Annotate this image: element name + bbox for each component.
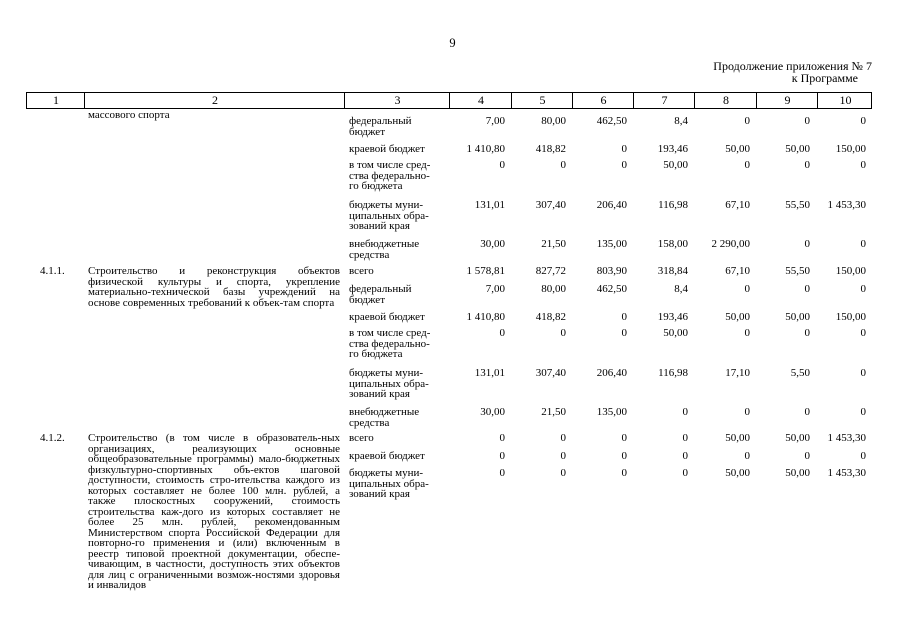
value-cell-col-9: 0 [804,238,810,250]
value-cell-col-4: 1 410,80 [466,311,505,323]
value-cell-col-9: 0 [804,115,810,127]
header-cell-6: 6 [600,93,607,107]
value-cell-col-5: 418,82 [535,143,566,155]
value-cell-col-7: 50,00 [663,159,688,171]
continuation-line-2: к Программе [791,71,858,85]
value-cell-col-9: 0 [804,450,810,462]
value-cell-col-5: 0 [560,327,566,339]
source-cell: в том числе сред-ства федерально-го бюджета [349,327,431,360]
value-cell-col-5: 80,00 [541,283,566,295]
source-cell: краевой бюджет [349,143,425,155]
header-cell-8: 8 [723,93,729,107]
page-number: 9 [449,36,456,50]
value-cell-col-9: 0 [804,406,810,418]
header-cell-10: 10 [839,93,852,107]
value-cell-col-10: 0 [860,283,866,295]
value-cell-col-7: 193,46 [657,143,688,155]
source-cell: федеральный бюджет [349,283,412,306]
header-cell-3: 3 [394,93,401,107]
value-cell-col-6: 206,40 [596,199,627,211]
value-cell-col-5: 21,50 [541,238,566,250]
value-cell-col-6: 462,50 [596,115,627,127]
value-cell-col-7: 193,46 [657,311,688,323]
value-cell-col-10: 150,00 [835,265,866,277]
value-cell-col-9: 50,00 [785,432,810,444]
header-divider [449,93,450,108]
item-name-tail: массового спорта [88,109,170,121]
header-cell-4: 4 [478,93,484,107]
header-cell-7: 7 [661,93,668,107]
value-cell-col-10: 0 [860,367,866,379]
value-cell-col-6: 135,00 [596,238,627,250]
value-cell-col-6: 0 [621,327,627,339]
value-cell-col-9: 50,00 [785,467,810,479]
source-cell: всего [349,432,374,444]
value-cell-col-8: 0 [744,450,750,462]
value-cell-col-5: 80,00 [541,115,566,127]
value-cell-col-7: 318,84 [657,265,688,277]
item-name: Строительство (в том числе в образователь-ных организациях, реализующих основные общеобразовательные программы) мало-бюджетных физкультурно-спортивных объ-ектов шаговой доступности, стоимость стро-ительства каждого из которых составляет не более 100 млн. рублей, а также плоскостных сооружений, стоимость строительства каж-дого из которых составляет не более 25 млн. рублей, рекомендованным Министерством спорта Российской Федерации для повторно-го применения и (или) включенным в реестр типовой проектной документации, обеспе-чивающим, в частности, доступность этих объектов для лиц с ограниченными возмож-ностями здоровья и инвалидов [88,432,340,591]
value-cell-col-6: 0 [621,450,627,462]
value-cell-col-5: 0 [560,432,566,444]
value-cell-col-6: 135,00 [596,406,627,418]
value-cell-col-8: 0 [744,283,750,295]
value-cell-col-10: 0 [860,327,866,339]
value-cell-col-5: 0 [560,450,566,462]
value-cell-col-5: 827,72 [535,265,566,277]
value-cell-col-8: 50,00 [725,467,750,479]
value-cell-col-4: 131,01 [474,199,505,211]
value-cell-col-7: 0 [682,467,688,479]
value-cell-col-9: 0 [804,159,810,171]
value-cell-col-8: 0 [744,115,750,127]
value-cell-col-8: 0 [744,159,750,171]
header-cell-5: 5 [539,93,546,107]
item-number: 4.1.1. [40,265,65,277]
value-cell-col-5: 21,50 [541,406,566,418]
value-cell-col-8: 0 [744,406,750,418]
source-cell: краевой бюджет [349,450,425,462]
value-cell-col-7: 8,4 [674,115,688,127]
source-cell: федеральный бюджет [349,115,412,138]
value-cell-col-7: 158,00 [657,238,688,250]
value-cell-col-8: 17,10 [725,367,750,379]
source-cell: внебюджетные средства [349,406,420,429]
value-cell-col-8: 67,10 [725,199,750,211]
value-cell-col-6: 0 [621,143,627,155]
value-cell-col-9: 0 [804,283,810,295]
value-cell-col-4: 0 [499,327,505,339]
value-cell-col-6: 0 [621,159,627,171]
item-name: Строительство и реконструкция объектов физической культуры и спорта, укрепление материально-технической базы учреждений на основе современных требований к объек-там спорта [88,265,340,309]
value-cell-col-4: 0 [499,432,505,444]
source-cell: краевой бюджет [349,311,425,323]
value-cell-col-9: 50,00 [785,143,810,155]
value-cell-col-5: 307,40 [535,367,566,379]
value-cell-col-4: 131,01 [474,367,505,379]
value-cell-col-9: 5,50 [790,367,810,379]
item-number: 4.1.2. [40,432,65,444]
value-cell-col-10: 0 [860,115,866,127]
header-divider [572,93,573,108]
value-cell-col-5: 307,40 [535,199,566,211]
value-cell-col-7: 0 [682,450,688,462]
header-cell-2: 2 [212,93,218,107]
value-cell-col-10: 0 [860,159,866,171]
value-cell-col-5: 0 [560,159,566,171]
value-cell-col-10: 0 [860,406,866,418]
value-cell-col-10: 0 [860,450,866,462]
table-header-row [26,92,872,109]
value-cell-col-7: 50,00 [663,327,688,339]
source-cell: внебюджетные средства [349,238,420,261]
value-cell-col-7: 116,98 [658,199,688,211]
value-cell-col-6: 0 [621,467,627,479]
value-cell-col-4: 30,00 [480,238,505,250]
value-cell-col-4: 7,00 [485,283,505,295]
header-cell-9: 9 [784,93,791,107]
value-cell-col-4: 1 578,81 [466,265,505,277]
value-cell-col-10: 150,00 [835,143,866,155]
value-cell-col-8: 0 [744,327,750,339]
value-cell-col-4: 0 [499,159,505,171]
source-cell: бюджеты муни-ципальных обра-зований края [349,199,429,232]
source-cell: всего [349,265,374,277]
header-cell-1: 1 [53,93,59,107]
value-cell-col-9: 55,50 [785,199,810,211]
value-cell-col-7: 8,4 [674,283,688,295]
value-cell-col-9: 50,00 [785,311,810,323]
header-divider [344,93,345,108]
header-divider [694,93,695,108]
value-cell-col-4: 7,00 [485,115,505,127]
value-cell-col-8: 50,00 [725,432,750,444]
header-divider [511,93,512,108]
value-cell-col-10: 150,00 [835,311,866,323]
value-cell-col-10: 1 453,30 [827,199,866,211]
value-cell-col-5: 0 [560,467,566,479]
value-cell-col-4: 0 [499,467,505,479]
value-cell-col-4: 0 [499,450,505,462]
value-cell-col-8: 2 290,00 [711,238,750,250]
source-cell: бюджеты муни-ципальных обра-зований края [349,467,429,500]
continuation-note [640,60,872,84]
value-cell-col-8: 50,00 [725,143,750,155]
value-cell-col-9: 55,50 [785,265,810,277]
value-cell-col-5: 418,82 [535,311,566,323]
source-cell: в том числе сред-ства федерально-го бюджета [349,159,431,192]
value-cell-col-6: 462,50 [596,283,627,295]
header-divider [817,93,818,108]
header-divider [633,93,634,108]
value-cell-col-4: 30,00 [480,406,505,418]
continuation-line-1: Продолжение приложения № 7 [713,59,872,73]
value-cell-col-7: 0 [682,406,688,418]
value-cell-col-6: 0 [621,311,627,323]
source-cell: бюджеты муни-ципальных обра-зований края [349,367,429,400]
value-cell-col-7: 116,98 [658,367,688,379]
value-cell-col-7: 0 [682,432,688,444]
header-divider [756,93,757,108]
value-cell-col-8: 50,00 [725,311,750,323]
value-cell-col-4: 1 410,80 [466,143,505,155]
value-cell-col-10: 0 [860,238,866,250]
value-cell-col-10: 1 453,30 [827,467,866,479]
value-cell-col-10: 1 453,30 [827,432,866,444]
value-cell-col-6: 206,40 [596,367,627,379]
value-cell-col-6: 803,90 [596,265,627,277]
value-cell-col-9: 0 [804,327,810,339]
value-cell-col-6: 0 [621,432,627,444]
header-divider [84,93,85,108]
value-cell-col-8: 67,10 [725,265,750,277]
